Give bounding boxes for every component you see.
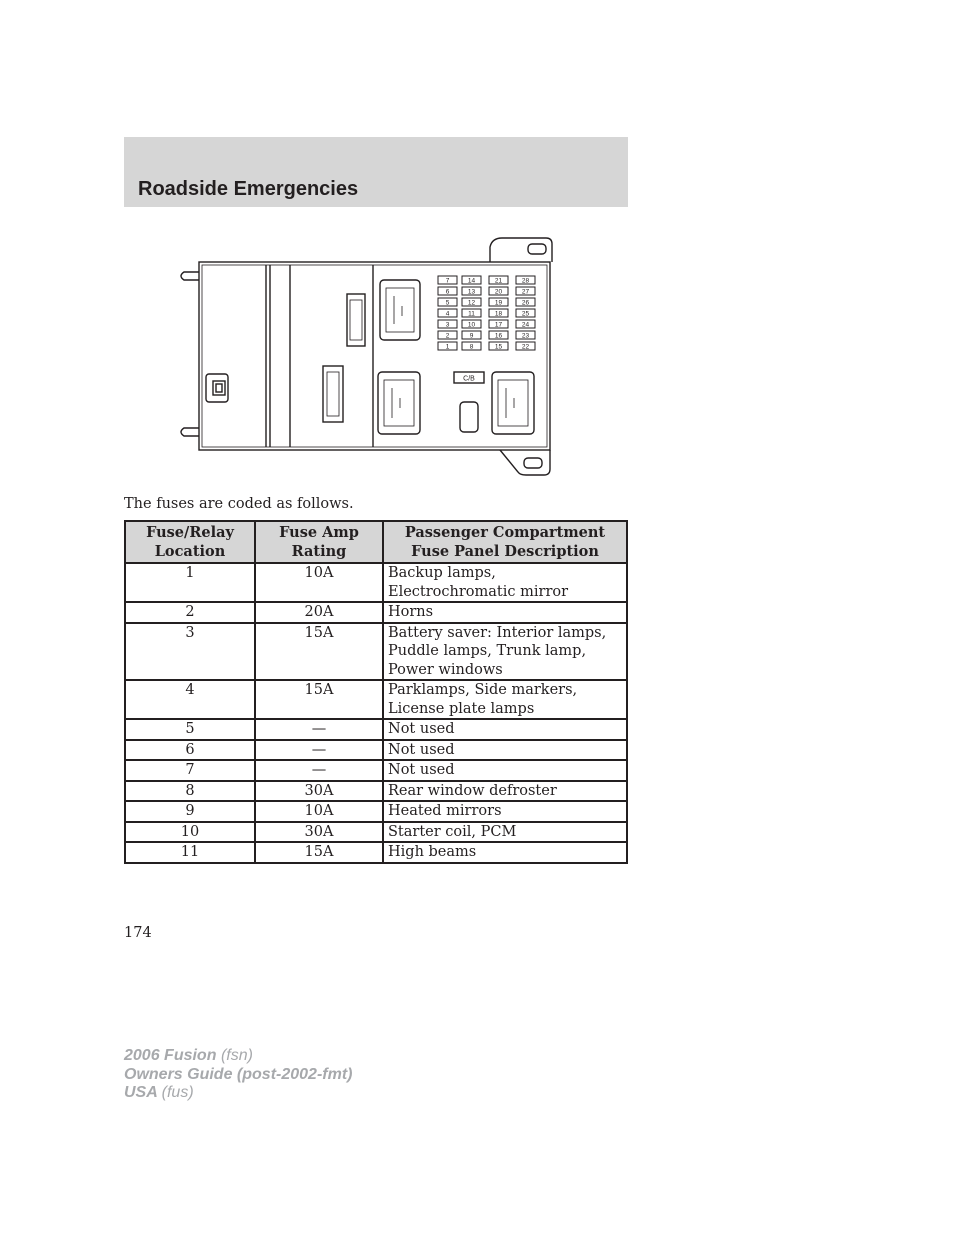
intro-text: The fuses are coded as follows. — [124, 496, 354, 512]
table-row — [125, 602, 627, 623]
fuse-slot-label: 2 — [445, 332, 450, 340]
fuse-slot-label: 4 — [445, 310, 450, 318]
fuse-table — [124, 520, 628, 864]
fuse-slot-label: 21 — [494, 277, 503, 285]
cell-location: 9 — [125, 801, 255, 822]
cell-rating: 10A — [255, 801, 383, 822]
cell-description: Not used — [383, 740, 627, 761]
relay — [492, 372, 534, 434]
cell-description: Rear window defroster — [383, 781, 627, 802]
cell-description: Parklamps, Side markers, License plate lamps — [383, 680, 627, 719]
circuit-breaker-label: C/B — [463, 375, 475, 383]
cell-rating: — — [255, 760, 383, 781]
cell-rating: 30A — [255, 781, 383, 802]
fuse-slot-label: 17 — [494, 321, 503, 329]
footer-line-1 — [124, 1047, 352, 1066]
fuse-slot-label: 19 — [494, 299, 503, 307]
fuse-slot-label: 12 — [467, 299, 476, 307]
cell-location: 2 — [125, 602, 255, 623]
table-header-row — [125, 521, 627, 563]
table-row — [125, 760, 627, 781]
cell-rating: 20A — [255, 602, 383, 623]
cell-description: Backup lamps, Electrochromatic mirror — [383, 563, 627, 602]
cell-location: 10 — [125, 822, 255, 843]
fuse-slot-label: 8 — [469, 343, 474, 351]
table-row — [125, 623, 627, 681]
cell-description: Heated mirrors — [383, 801, 627, 822]
cell-description: Not used — [383, 719, 627, 740]
fuse-slot-label: 3 — [445, 321, 450, 329]
footer — [124, 1047, 352, 1103]
footer-line-2: Owners Guide (post-2002-fmt) — [124, 1065, 353, 1083]
cell-description: Starter coil, PCM — [383, 822, 627, 843]
fuse-panel-diagram — [170, 232, 560, 484]
cell-location: 1 — [125, 563, 255, 602]
table-row — [125, 842, 627, 863]
fuse-slot-label: 5 — [445, 299, 450, 307]
table-row — [125, 563, 627, 602]
table-row — [125, 781, 627, 802]
table-row — [125, 740, 627, 761]
connector-pin-top — [181, 272, 199, 280]
fuse-slot-label: 6 — [445, 288, 450, 296]
fuse-slot-label: 27 — [521, 288, 530, 296]
cell-location: 8 — [125, 781, 255, 802]
cell-rating: 30A — [255, 822, 383, 843]
fuse-slot-label: 1 — [445, 343, 450, 351]
fuse-slot-label: 16 — [494, 332, 503, 340]
cell-description: Horns — [383, 602, 627, 623]
cell-description: Battery saver: Interior lamps, Puddle lamps, Trunk lamp, Power windows — [383, 623, 627, 681]
cell-rating: — — [255, 719, 383, 740]
fuse-slot-label: 25 — [521, 310, 530, 318]
relay — [380, 280, 420, 340]
fuse-slot-label: 11 — [468, 310, 475, 318]
footer-model: 2006 Fusion — [124, 1047, 217, 1064]
cell-rating: 10A — [255, 563, 383, 602]
cell-location: 11 — [125, 842, 255, 863]
cell-location: 4 — [125, 680, 255, 719]
header-location: Fuse/Relay Location — [125, 521, 255, 563]
fuse-slot-label: 9 — [469, 332, 474, 340]
cell-location: 3 — [125, 623, 255, 681]
cell-location: 6 — [125, 740, 255, 761]
fuse-slot-label: 24 — [521, 321, 530, 329]
table-row — [125, 822, 627, 843]
fuse-slot-label: 20 — [494, 288, 503, 296]
fuse-slot-label: 15 — [494, 343, 503, 351]
footer-market-code: (fus) — [161, 1084, 194, 1101]
fuse-slot-label: 10 — [467, 321, 476, 329]
cell-rating: 15A — [255, 680, 383, 719]
footer-line-3 — [124, 1084, 352, 1103]
page-number: 174 — [124, 925, 152, 941]
fuse-slot-label: 13 — [467, 288, 476, 296]
footer-market: USA — [124, 1084, 158, 1101]
header-rating: Fuse Amp Rating — [255, 521, 383, 563]
fuse-slot-label: 22 — [521, 343, 530, 351]
cell-rating: 15A — [255, 842, 383, 863]
cell-description: Not used — [383, 760, 627, 781]
fuse-grid — [438, 276, 535, 351]
cell-location: 7 — [125, 760, 255, 781]
table-row — [125, 801, 627, 822]
table-row — [125, 719, 627, 740]
fuse-slot-label: 26 — [521, 299, 530, 307]
fuse-slot-label: 14 — [467, 277, 476, 285]
circuit-breaker — [460, 402, 478, 432]
fuse-slot-label: 18 — [494, 310, 503, 318]
cell-location: 5 — [125, 719, 255, 740]
table-row — [125, 680, 627, 719]
cell-rating: 15A — [255, 623, 383, 681]
section-title: Roadside Emergencies — [138, 178, 359, 200]
cell-rating: — — [255, 740, 383, 761]
connector-pin-bottom — [181, 428, 199, 436]
fuse-slot-label: 7 — [445, 277, 450, 285]
fuse-slot-label: 23 — [521, 332, 530, 340]
relay — [378, 372, 420, 434]
footer-model-code: (fsn) — [220, 1047, 253, 1064]
header-description: Passenger Compartment Fuse Panel Description — [383, 521, 627, 563]
fuse-slot-label: 28 — [521, 277, 530, 285]
cell-description: High beams — [383, 842, 627, 863]
maxi-fuse-holder — [323, 366, 343, 422]
mounting-ear-top — [490, 238, 552, 262]
